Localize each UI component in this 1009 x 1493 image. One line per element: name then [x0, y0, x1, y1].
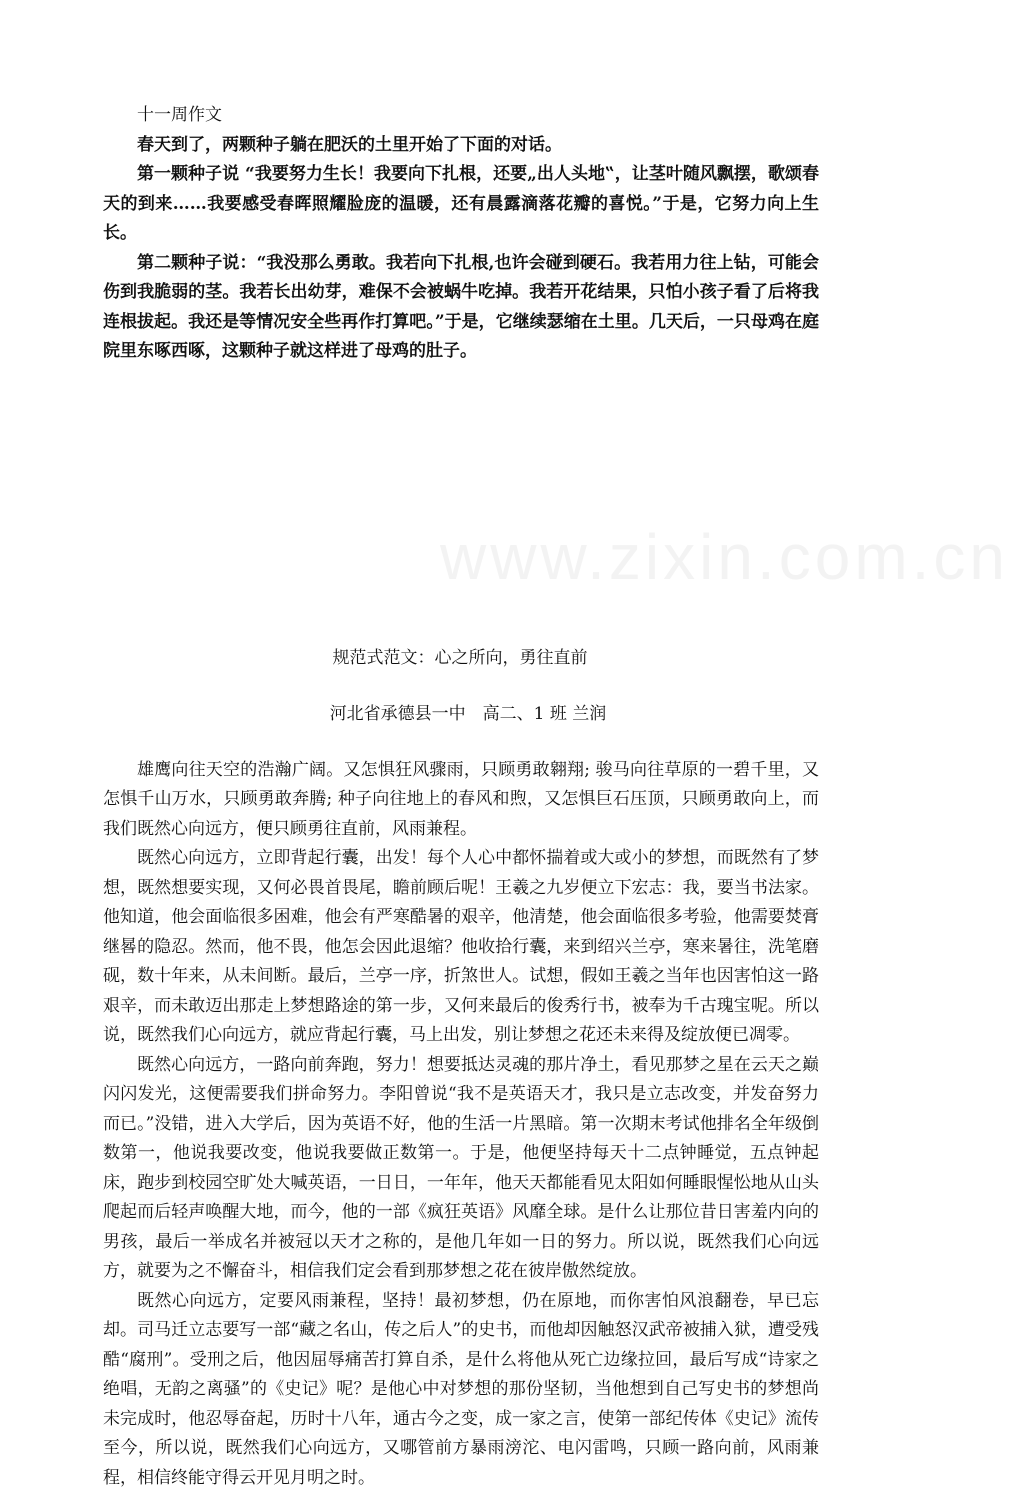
essay-heading: 规范式范文：心之所向，勇往直前 [0, 644, 920, 672]
essay-paragraph-3: 既然心向远方，一路向前奔跑，努力！想要抵达灵魂的那片净土，看见那梦之星在云天之巅闪闪发光，这便需要我们拼命努力。李阳曾说“我不是英语天才，我只是立志改变，并发奋努力而已。”没错，进入大学后，因为英语不好，他的生活一片黑暗。第一次期末考试他排名全年级倒数第一，他说我要改变，他说我要做正数第一。于是，他便坚持每天十二点钟睡觉，五点钟起床，跑步到校园空旷处大喊英语，一日日，一年年，他天天都能看见太阳如何睡眼惺忪地从山头爬起而后轻声唤醒大地，而今，他的一部《疯狂英语》风靡全球。是什么让那位昔日害羞内向的男孩，最后一举成名并被冠以天才之称的，是他几年如一日的努力。所以说，既然我们心向远方，就要为之不懈奋斗，相信我们定会看到那梦想之花在彼岸傲然绽放。 [103, 1051, 819, 1287]
essay-paragraph-4: 既然心向远方，定要风雨兼程，坚持！最初梦想，仍在原地，而你害怕风浪翻卷，早已忘却。司马迁立志要写一部“藏之名山，传之后人”的史书，而他却因触怒汉武帝被捕入狱，遭受残酷“腐刑”。受刑之后，他因屈辱痛苦打算自杀，是什么将他从死亡边缘拉回，最后写成“诗家之绝唱，无韵之离骚”的《史记》呢？是他心中对梦想的那份坚韧，当他想到自己写史书的梦想尚未完成时，他忍辱奋起，历时十八年，通古今之变，成一家之言，使第一部纪传体《史记》流传至今，所以说，既然我们心向远方，又哪管前方暴雨滂沱、电闪雷鸣，只顾一路向前，风雨兼程，相信终能守得云开见月明之时。 [103, 1287, 819, 1493]
story-paragraph-2: 第一颗种子说 “我要努力生长！我要向下扎根，还要„出人头地‟，让茎叶随风飘摆，歌颂春天的到来……我要感受春晖照耀脸庞的温暖，还有晨露滴落花瓣的喜悦。”于是，它努力向上生长。 [103, 160, 819, 249]
watermark: www.zixin.com.cn [440, 520, 1009, 594]
story-paragraph-3: 第二颗种子说：“我没那么勇敢。我若向下扎根,也许会碰到硬石。我若用力往上钻，可能会伤到我脆弱的茎。我若长出幼芽，难保不会被蜗牛吃掉。我若开花结果，只怕小孩子看了后将我连根拔起。我还是等情况安全些再作打算吧。”于是，它继续瑟缩在土里。几天后，一只母鸡在庭院里东啄西啄，这颗种子就这样进了母鸡的肚子。 [103, 249, 819, 367]
essay-paragraph-2: 既然心向远方，立即背起行囊，出发！每个人心中都怀揣着或大或小的梦想，而既然有了梦想，既然想要实现，又何必畏首畏尾，瞻前顾后呢！王羲之九岁便立下宏志：我，要当书法家。他知道，他会面临很多困难，他会有严寒酷暑的艰辛，他清楚，他会面临很多考验，他需要焚膏继晷的隐忍。然而，他不畏，他怎会因此退缩？他收拾行囊，来到绍兴兰亭，寒来暑往，洗笔磨砚，数十年来，从未间断。最后，兰亭一序，折煞世人。试想，假如王羲之当年也因害怕这一路艰辛，而未敢迈出那走上梦想路途的第一步，又何来最后的俊秀行书，被奉为千古瑰宝呢。所以说，既然我们心向远方，就应背起行囊，马上出发，别让梦想之花还未来得及绽放便已凋零。 [103, 844, 819, 1051]
story-section [103, 101, 819, 367]
page-title: 十一周作文 [103, 101, 819, 131]
story-paragraph-1: 春天到了，两颗种子躺在肥沃的土里开始了下面的对话。 [103, 131, 819, 161]
essay-body [103, 756, 819, 1493]
essay-author: 河北省承德县一中 高二、1 班 兰润 [8, 700, 928, 728]
essay-paragraph-1: 雄鹰向往天空的浩瀚广阔。又怎惧狂风骤雨，只顾勇敢翱翔; 骏马向往草原的一碧千里，又怎惧千山万水，只顾勇敢奔腾; 种子向往地上的春风和煦，又怎惧巨石压顶，只顾勇敢向上，而我们既然心向远方，便只顾勇往直前，风雨兼程。 [103, 756, 819, 845]
